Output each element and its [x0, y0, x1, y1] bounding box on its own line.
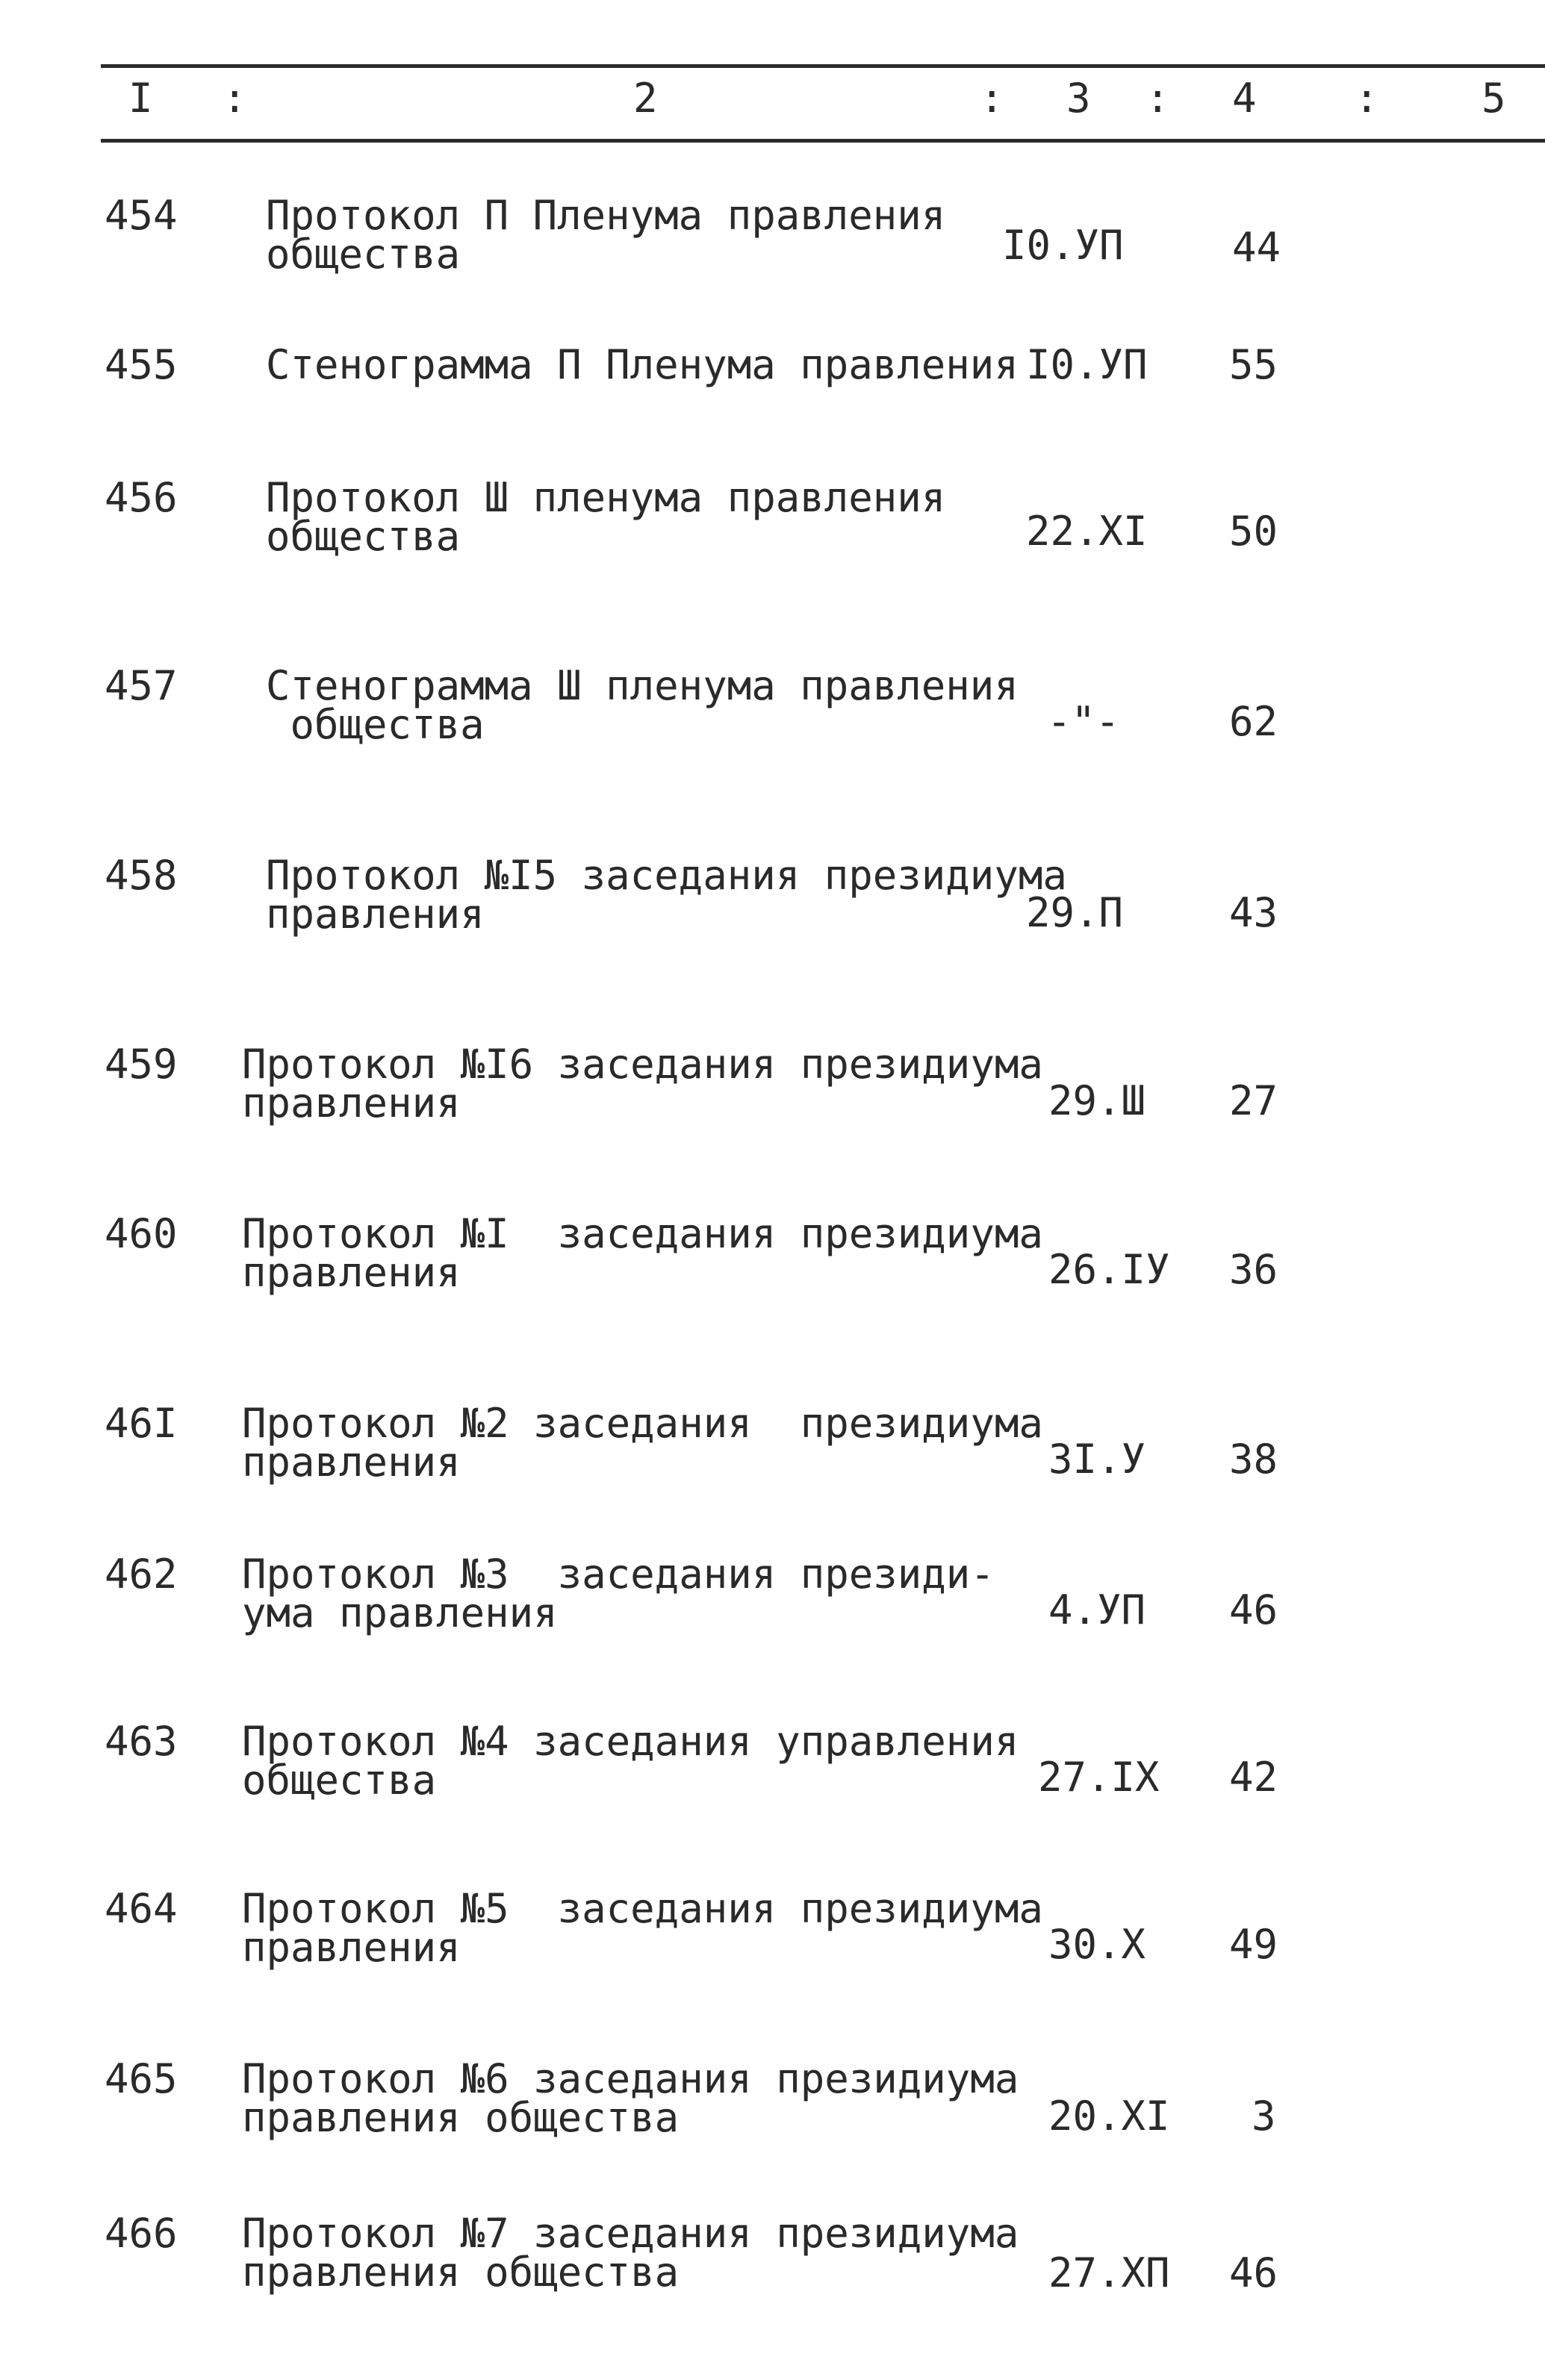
row-date: 26.IУ: [1048, 1246, 1170, 1293]
row-title-line: общества: [266, 701, 485, 748]
row-number: 458: [105, 852, 178, 899]
row-title-line: правления: [242, 1249, 461, 1296]
row-sheet-count: 27: [1229, 1077, 1278, 1124]
column-separator-3: :: [1145, 75, 1170, 122]
row-title-line: Протокол №6 заседания президиума: [242, 2055, 1019, 2102]
column-header-1: I: [128, 75, 153, 122]
column-header-2: 2: [633, 75, 658, 122]
row-title-line: правления: [242, 1924, 461, 1971]
row-sheet-count: 3: [1252, 2093, 1276, 2140]
row-title-line: Стенограмма П Пленума правления: [266, 341, 1019, 388]
row-sheet-count: 55: [1229, 341, 1278, 388]
row-sheet-count: 44: [1232, 224, 1281, 271]
row-number: 457: [105, 662, 178, 709]
row-title-line: правления общества: [242, 2094, 680, 2141]
row-title-line: Протокол №4 заседания управления: [242, 1718, 1019, 1765]
row-title-line: Протокол №I5 заседания президиума: [266, 852, 1067, 899]
row-title-line: Протокол Ш пленума правления: [266, 474, 946, 521]
row-date: I0.УП: [1026, 341, 1148, 388]
row-title-line: Протокол №I заседания президиума: [242, 1210, 1043, 1257]
row-sheet-count: 46: [1229, 2249, 1278, 2296]
column-separator-4: :: [1355, 75, 1379, 122]
row-sheet-count: 38: [1229, 1436, 1278, 1483]
row-title-line: правления общества: [242, 2249, 680, 2296]
column-separator-2: :: [980, 75, 1004, 122]
row-number: 456: [105, 474, 178, 521]
row-number: 462: [105, 1551, 178, 1598]
column-separator-1: :: [223, 75, 247, 122]
row-sheet-count: 62: [1229, 698, 1278, 745]
row-sheet-count: 50: [1229, 508, 1278, 555]
row-title-line: правления: [242, 1080, 461, 1127]
row-title-line: Протокол №3 заседания президи-: [242, 1551, 995, 1598]
row-sheet-count: 36: [1229, 1246, 1278, 1293]
row-title-line: Протокол №I6 заседания президиума: [242, 1041, 1043, 1088]
row-title-line: Протокол №5 заседания президиума: [242, 1885, 1043, 1932]
row-date: 27.XП: [1048, 2249, 1170, 2296]
row-number: 459: [105, 1041, 178, 1088]
row-date: 4.УП: [1048, 1586, 1146, 1633]
row-title-line: правления: [266, 891, 485, 938]
row-title-line: Протокол №2 заседания президиума: [242, 1400, 1043, 1447]
row-number: 466: [105, 2210, 178, 2257]
row-number: 46I: [105, 1400, 178, 1447]
row-date: -"-: [1047, 698, 1120, 745]
row-title-line: Стенограмма Ш пленума правления: [266, 662, 1019, 709]
row-number: 454: [105, 192, 178, 239]
row-number: 455: [105, 341, 178, 388]
column-header-4: 4: [1232, 75, 1257, 122]
header-top-rule: [101, 64, 1545, 68]
header-bottom-rule: [101, 139, 1545, 143]
column-header-3: 3: [1066, 75, 1091, 122]
row-date: 20.XI: [1048, 2093, 1170, 2140]
row-sheet-count: 46: [1229, 1586, 1278, 1633]
row-sheet-count: 42: [1229, 1754, 1278, 1801]
row-date: 30.X: [1048, 1921, 1146, 1968]
row-number: 460: [105, 1210, 178, 1257]
row-date: 3I.У: [1048, 1436, 1146, 1483]
row-title-line: Протокол П Пленума правления: [266, 192, 946, 239]
row-title-line: общества: [266, 513, 461, 560]
row-title-line: общества: [242, 1757, 437, 1804]
row-number: 463: [105, 1718, 178, 1765]
row-title-line: ума правления: [242, 1589, 558, 1636]
row-title-line: правления: [242, 1439, 461, 1486]
row-sheet-count: 43: [1229, 889, 1278, 936]
row-date: 29.Ш: [1048, 1077, 1146, 1124]
row-date: I0.УП: [1002, 222, 1124, 269]
row-number: 465: [105, 2055, 178, 2102]
row-title-line: общества: [266, 231, 461, 278]
row-title-line: Протокол №7 заседания президиума: [242, 2210, 1019, 2257]
column-header-5: 5: [1482, 75, 1506, 122]
row-sheet-count: 49: [1229, 1921, 1278, 1968]
row-date: 27.IX: [1038, 1754, 1160, 1801]
row-number: 464: [105, 1885, 178, 1932]
row-date: 29.П: [1026, 889, 1124, 936]
row-date: 22.XI: [1026, 508, 1148, 555]
